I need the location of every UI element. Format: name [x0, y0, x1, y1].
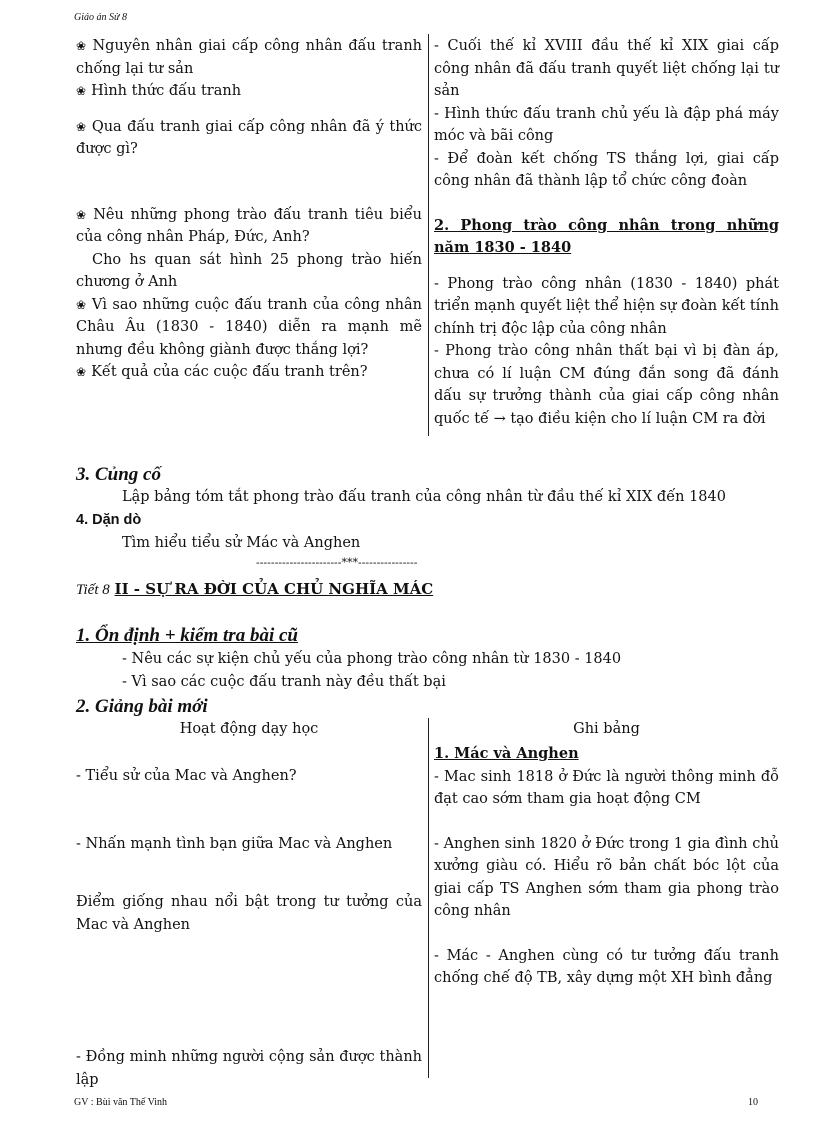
answer-why-fail: - Phong trào công nhân thất bại vì bị đàn áp, chưa có lí luận CM đúng đắn song đã đánh dấu sự trưởng thành của giai cấp công nhân quốc tế → tạo điều kiện cho lí luận CM ra đời	[434, 343, 779, 427]
consolidate-text: Lập bảng tóm tắt phong trào đấu tranh của công nhân từ đầu thế kỉ XIX đến 1840	[122, 489, 726, 505]
lesson-period: Tiết 8	[76, 582, 110, 598]
section1-item: - Vì sao các cuộc đấu tranh này đều thất bại	[122, 674, 446, 690]
answer-movements: - Phong trào công nhân (1830 - 1840) phát triển mạnh quyết liệt thể hiện sự đoàn kết tính chính trị độc lập của công nhân	[434, 275, 779, 337]
footer-author: GV : Bùi văn Thế Vinh	[74, 1097, 168, 1108]
table2-divider	[428, 718, 429, 1078]
instruction-figure: Cho hs quan sát hình 25 phong trào hiến chương ở Anh	[76, 251, 422, 290]
page-number: 10	[748, 1097, 758, 1108]
header-title: Giáo án Sử 8	[74, 12, 127, 23]
table1-left-column	[76, 35, 422, 384]
section2-title-text: 2. Giảng bài mới	[76, 696, 208, 717]
homework-title: 4. Dặn dò	[76, 512, 142, 528]
answer-cause: - Cuối thế kỉ XVIII đầu thế kỉ XIX giai cấp công nhân đã đấu tranh quyết liệt chống lại tư sản	[434, 38, 779, 99]
note-engels: - Anghen sinh 1820 ở Đức trong 1 gia đình chủ xưởng giàu có. Hiểu rõ bản chất bóc lột của giai cấp TS Anghen sớm tham gia phong trào công nhân	[434, 835, 779, 919]
activity-friendship: - Nhấn mạnh tình bạn giữa Mac và Anghen	[76, 835, 393, 852]
activity-league: - Đồng minh những người cộng sản được thành lập	[76, 1049, 422, 1088]
homework-text: Tìm hiểu tiểu sử Mác và Anghen	[122, 535, 361, 551]
table2-right-column	[434, 743, 779, 990]
answer-awareness: - Để đoàn kết chống TS thắng lợi, giai cấp công nhân đã thành lập tổ chức công đoàn	[434, 150, 779, 189]
question-awareness: ❀ Qua đấu tranh giai cấp công nhân đã ý thức được gì?	[76, 116, 422, 161]
section1-item: - Nêu các sự kiện chủ yếu của phong trào công nhân từ 1830 - 1840	[122, 651, 622, 667]
table2-left-header: Hoạt động dạy học	[179, 721, 319, 737]
heading-marx-engels-text: 1. Mác và Anghen	[434, 745, 579, 762]
table2-left-column	[76, 765, 422, 1091]
lesson-title	[76, 580, 433, 599]
note-marx: - Mac sinh 1818 ở Đức là người thông minh đỗ đạt cao sớm tham gia hoạt động CM	[434, 768, 779, 807]
heading-movement-1830: 2. Phong trào công nhân trong những năm 1830 - 1840	[434, 216, 779, 256]
table1-right-column	[434, 35, 779, 430]
note-ideology: - Mác - Anghen cùng có tư tưởng đấu tranh chống chế độ TB, xây dựng một XH bình đẳng	[434, 947, 779, 986]
activity-biography: - Tiểu sử của Mac và Anghen?	[76, 768, 297, 784]
question-cause: ❀ Nguyên nhân giai cấp công nhân đấu tranh chống lại tư sản	[76, 35, 422, 80]
question-movements: ❀ Nêu những phong trào đấu tranh tiêu biểu của công nhân Pháp, Đức, Anh?	[76, 204, 422, 249]
question-why-fail: ❀ Vì sao những cuộc đấu tranh của công nhân Châu Âu (1830 - 1840) diễn ra mạnh mẽ nhưng đều không giành được thắng lợi?	[76, 294, 422, 362]
activity-similarity: Điểm giống nhau nổi bật trong tư tưởng của Mac và Anghen	[76, 894, 422, 933]
answer-form: - Hình thức đấu tranh chủ yếu là đập phá máy móc và bãi công	[434, 105, 779, 144]
lesson-name: II - SỰ RA ĐỜI CỦA CHỦ NGHĨA MÁC	[114, 580, 434, 598]
question-result: ❀ Kết quả của các cuộc đấu tranh trên?	[76, 361, 422, 384]
heading-marx-engels	[434, 743, 779, 766]
question-form: ❀ Hình thức đấu tranh	[76, 80, 422, 103]
section1-title: 1. Ổn định + kiểm tra bài cũ	[76, 625, 298, 646]
separator: -----------------------***----------------	[256, 556, 418, 569]
table2-right-header: Ghi bảng	[573, 721, 640, 737]
section2-title	[76, 696, 208, 718]
consolidate-title: 3. Củng cố	[76, 464, 161, 485]
table1-divider	[428, 34, 429, 436]
